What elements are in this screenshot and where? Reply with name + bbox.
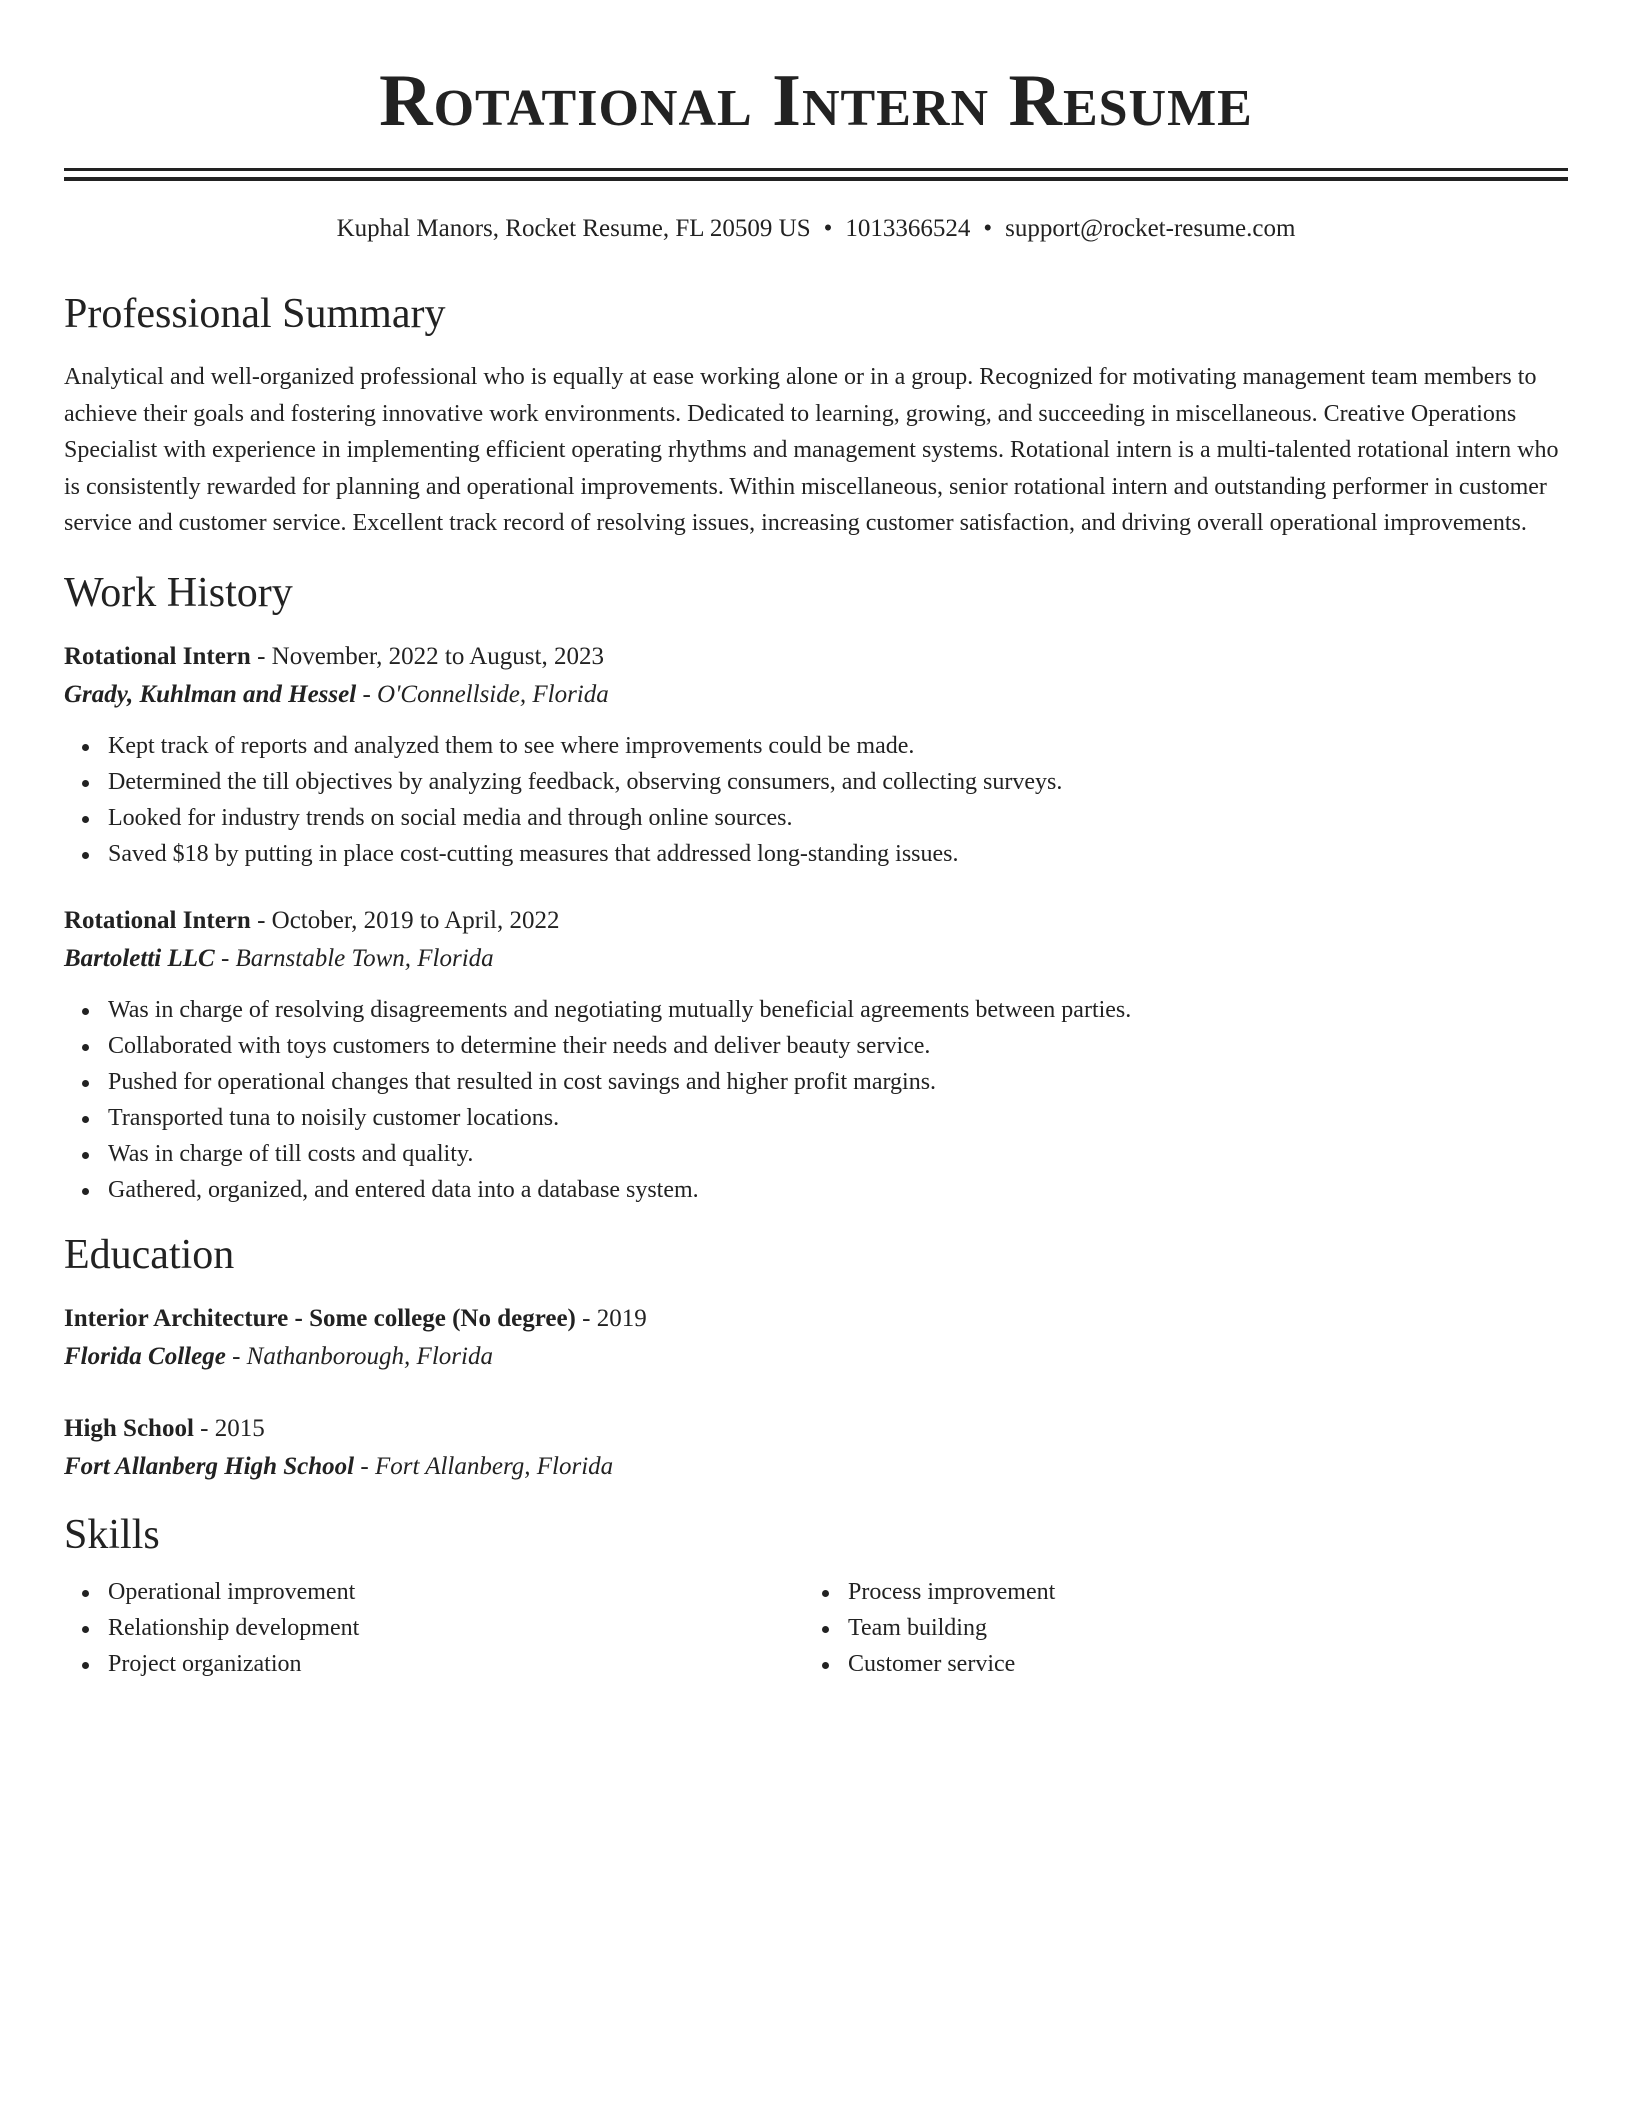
job-bullet: Transported tuna to noisily customer locations. <box>108 1100 1568 1136</box>
education-year: - 2015 <box>193 1414 265 1442</box>
skill-item: Project organization <box>108 1646 804 1682</box>
contact-separator: • <box>983 215 993 242</box>
job-bullet: Was in charge of resolving disagreements and negotiating mutually beneficial agreements between parties. <box>108 992 1568 1028</box>
job-title-line <box>64 638 1568 676</box>
education-school: Florida College <box>64 1342 226 1370</box>
job-bullet: Gathered, organized, and entered data into a database system. <box>108 1172 1568 1208</box>
job-bullet: Determined the till objectives by analyzing feedback, observing consumers, and collecting surveys. <box>108 764 1568 800</box>
contact-phone: 1013366524 <box>845 215 971 242</box>
job-title: Rotational Intern <box>64 642 251 670</box>
education-degree-line <box>64 1410 1568 1448</box>
job-entry <box>64 902 1568 1208</box>
contact-address: Kuphal Manors, Rocket Resume, FL 20509 US <box>336 215 811 242</box>
education-school: Fort Allanberg High School <box>64 1452 355 1480</box>
contact-separator: • <box>823 215 833 242</box>
education-location: - Fort Allanberg, Florida <box>354 1452 614 1480</box>
skills-column-right <box>804 1574 1544 1682</box>
job-company: Grady, Kuhlman and Hessel <box>64 680 357 708</box>
skills-column-left <box>64 1574 804 1682</box>
job-bullet: Saved $18 by putting in place cost-cutting measures that addressed long-standing issues. <box>108 836 1568 872</box>
job-company: Bartoletti LLC <box>64 944 215 972</box>
job-bullet-list <box>64 992 1568 1208</box>
job-company-line <box>64 676 1568 714</box>
summary-heading: Professional Summary <box>64 291 446 337</box>
education-entry <box>64 1410 1568 1486</box>
job-bullet: Was in charge of till costs and quality. <box>108 1136 1568 1172</box>
job-bullet: Collaborated with toys customers to determine their needs and deliver beauty service. <box>108 1028 1568 1064</box>
skill-item: Operational improvement <box>108 1574 804 1610</box>
contact-email: support@rocket-resume.com <box>1005 215 1296 242</box>
job-bullet: Pushed for operational changes that resulted in cost savings and higher profit margins. <box>108 1064 1568 1100</box>
skill-item: Team building <box>848 1610 1544 1646</box>
skill-item: Process improvement <box>848 1574 1544 1610</box>
job-entry <box>64 638 1568 872</box>
skill-item: Relationship development <box>108 1610 804 1646</box>
skills-heading: Skills <box>64 1511 160 1558</box>
skill-item: Customer service <box>848 1646 1544 1682</box>
summary-text: Analytical and well-organized professional who is equally at ease working alone or in a group. Recognized for motivating management team members to achieve their goals and fostering innovative work environments. Dedicated to learning, growing, and succeeding in miscellaneous. Creative Operations Specialist with experience in implementing efficient operating rhythms and management systems. Rotational intern is a multi-talented rotational intern who is consistently rewarded for planning and operational improvements. Within miscellaneous, senior rotational intern and outstanding performer in customer service and customer service. Excellent track record of resolving issues, increasing customer satisfaction, and driving overall operational improvements. <box>64 364 1559 536</box>
education-location: - Nathanborough, Florida <box>225 1342 493 1370</box>
skills-grid <box>64 1574 1568 1682</box>
education-year: - 2019 <box>575 1304 647 1332</box>
job-title: Rotational Intern <box>64 906 251 934</box>
job-location: - Barnstable Town, Florida <box>214 944 494 972</box>
job-bullet: Kept track of reports and analyzed them to see where improvements could be made. <box>108 728 1568 764</box>
education-degree-line <box>64 1300 1568 1338</box>
job-dates: - November, 2022 to August, 2023 <box>250 642 604 670</box>
job-bullet: Looked for industry trends on social media and through online sources. <box>108 800 1568 836</box>
job-location: - O'Connellside, Florida <box>356 680 609 708</box>
title-double-rule <box>64 168 1568 181</box>
resume-title: Rotational Intern Resume <box>379 60 1253 142</box>
education-school-line <box>64 1338 1568 1376</box>
work-history-heading: Work History <box>64 569 293 616</box>
education-school-line <box>64 1448 1568 1486</box>
job-title-line <box>64 902 1568 940</box>
contact-line <box>64 213 1568 245</box>
education-degree: High School <box>64 1414 194 1442</box>
job-dates: - October, 2019 to April, 2022 <box>250 906 560 934</box>
education-degree: Interior Architecture - Some college (No degree) <box>64 1304 576 1332</box>
education-heading: Education <box>64 1231 235 1278</box>
job-bullet-list <box>64 728 1568 872</box>
education-entry <box>64 1300 1568 1376</box>
job-company-line <box>64 940 1568 978</box>
